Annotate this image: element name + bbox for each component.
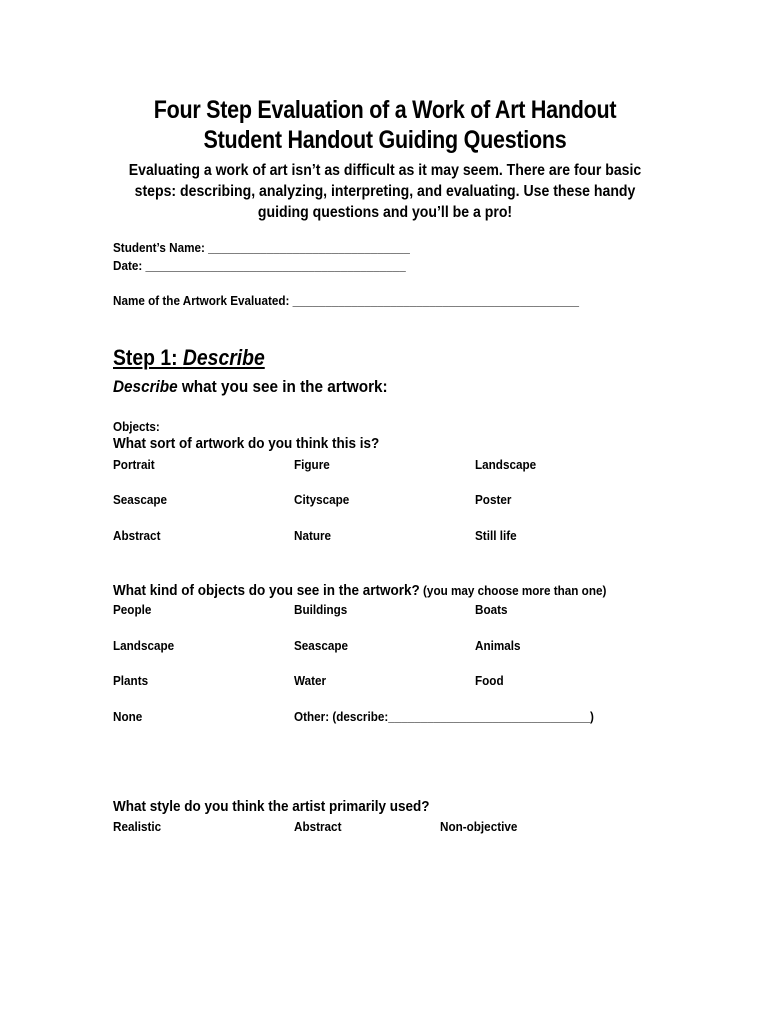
option-none[interactable]: None — [113, 709, 143, 724]
option-buildings[interactable]: Buildings — [294, 602, 348, 617]
option-poster[interactable]: Poster — [475, 492, 512, 507]
option-landscape[interactable]: Landscape — [475, 457, 537, 472]
question-style: What style do you think the artist primarily used? — [113, 798, 430, 815]
question-objects-seen — [113, 582, 606, 599]
option-seascape[interactable]: Seascape — [294, 638, 348, 653]
option-figure[interactable]: Figure — [294, 457, 330, 472]
option-people[interactable]: People — [113, 602, 152, 617]
option-plants[interactable]: Plants — [113, 673, 149, 688]
step1-instruction-rest: what you see in the artwork: — [177, 377, 388, 396]
step1-heading-prefix: Step 1: — [113, 345, 183, 370]
question-objects-note: (you may choose more than one) — [419, 583, 607, 598]
date-field[interactable]: Date: ________________________________________ — [113, 258, 406, 273]
option-abstract-style[interactable]: Abstract — [294, 819, 342, 834]
page-title: Four Step Evaluation of a Work of Art Handout — [153, 96, 617, 124]
option-cityscape[interactable]: Cityscape — [294, 492, 350, 507]
option-landscape[interactable]: Landscape — [113, 638, 175, 653]
option-water[interactable]: Water — [294, 673, 327, 688]
question-artwork-type: What sort of artwork do you think this is? — [113, 435, 380, 452]
page-subtitle: Student Handout Guiding Questions — [203, 126, 567, 154]
option-realistic[interactable]: Realistic — [113, 819, 162, 834]
student-name-field[interactable]: Student’s Name: _______________________________ — [113, 240, 410, 255]
option-boats[interactable]: Boats — [475, 602, 508, 617]
option-other-describe[interactable]: Other: (describe:_______________________________) — [294, 709, 594, 724]
intro-paragraph — [46, 160, 724, 223]
step1-heading — [113, 345, 265, 371]
objects-label: Objects: — [113, 419, 160, 434]
step1-instruction-word: Describe — [113, 377, 178, 396]
step1-instruction — [113, 377, 388, 397]
option-food[interactable]: Food — [475, 673, 504, 688]
option-non-objective[interactable]: Non-objective — [440, 819, 518, 834]
intro-line: steps: describing, analyzing, interpreting, and evaluating. Use these handy — [134, 183, 636, 200]
option-nature[interactable]: Nature — [294, 528, 332, 543]
intro-line: Evaluating a work of art isn’t as difficult as it may seem. There are four basic — [128, 162, 642, 179]
step1-heading-word: Describe — [182, 345, 265, 370]
question-objects-text: What kind of objects do you see in the artwork? — [113, 582, 420, 599]
option-abstract[interactable]: Abstract — [113, 528, 161, 543]
artwork-name-field[interactable]: Name of the Artwork Evaluated: ____________________________________________ — [113, 293, 579, 308]
option-still-life[interactable]: Still life — [475, 528, 517, 543]
option-seascape[interactable]: Seascape — [113, 492, 167, 507]
intro-line: guiding questions and you’ll be a pro! — [257, 204, 513, 221]
option-portrait[interactable]: Portrait — [113, 457, 155, 472]
option-animals[interactable]: Animals — [475, 638, 521, 653]
